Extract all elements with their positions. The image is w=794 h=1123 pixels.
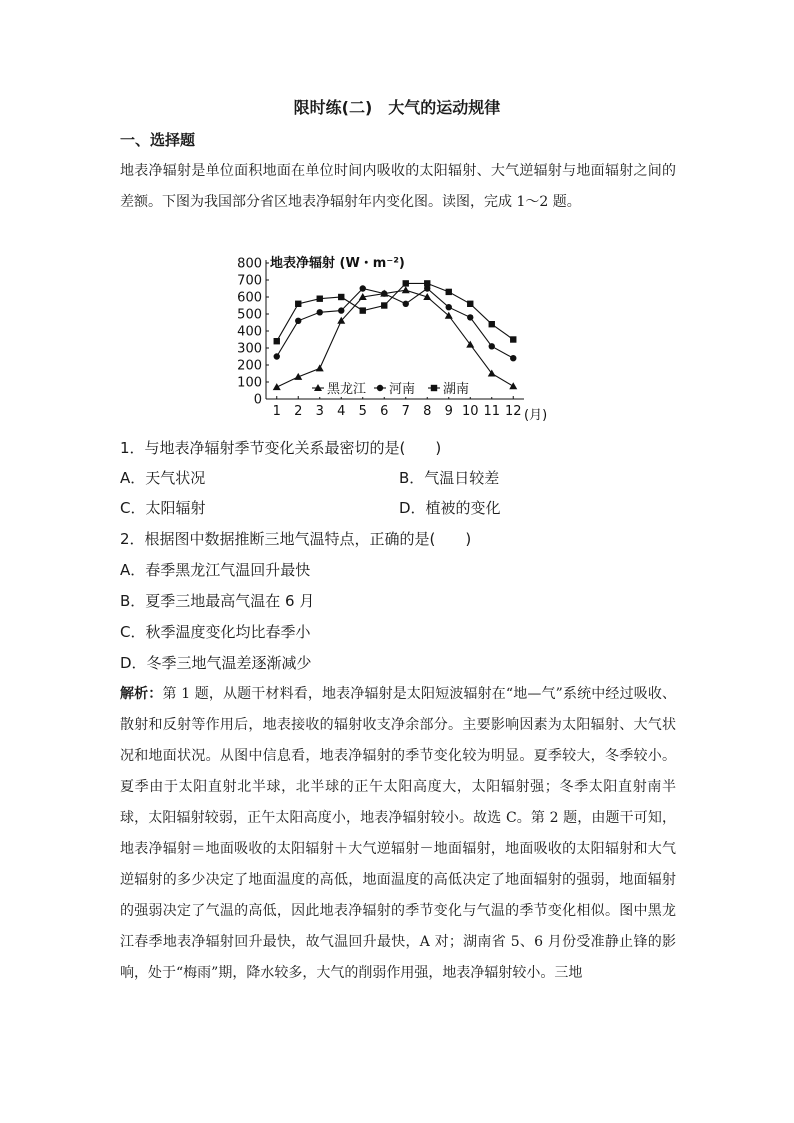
- q2-option-d: D．冬季三地气温差逐渐减少: [120, 654, 312, 672]
- y-tick-label: 300: [237, 341, 262, 357]
- y-tick-label: 700: [237, 273, 262, 289]
- data-point-henan: [446, 304, 452, 310]
- chart-title: 地表净辐射 (W・m⁻²): [270, 256, 405, 271]
- question-2-stem: 2．根据图中数据推断三地气温特点，正确的是( ): [120, 530, 472, 548]
- x-tick-label: 12: [504, 404, 522, 419]
- data-point-hunan: [317, 296, 323, 302]
- explanation-text: 第 1 题，从题干材料看，地表净辐射是太阳短波辐射在“地—气”系统中经过吸收、散射和反射等作用后，地表接收的辐射收支净余部分。主要影响因素为太阳辐射、大气状况和地面状况。从图中信息看，地表净辐射的季节变化较为明显。夏季较大，冬季较小。夏季由于太阳直射北半球，北半球的正午太阳高度大，太阳辐射强；冬季太阳直射南半球，太阳辐射较弱，正午太阳高度小，地表净辐射较小。故选 C。第 2 题，由题干可知，地表净辐射＝地面吸收的太阳辐射＋大气逆辐射－地面辐射，地面吸收的太阳辐射和大气逆辐射的多少决定了地面温度的高低，地面温度的高低决定了地面辐射的强弱，地面辐射的强弱决定了气温的高低，因此地表净辐射的季节变化与气温的季节变化相似。图中黑龙江春季地表净辐射回升最快，故气温回升最快，A 对；湖南省 5、6 月份受准静止锋的影响，处于“梅雨”期，降水较多，大气的削弱作用强，地表净辐射较小。三地: [120, 686, 677, 981]
- x-tick-label: 1: [272, 404, 281, 419]
- legend-label-heilongjiang: 黑龙江: [327, 382, 367, 397]
- data-point-hunan: [446, 289, 452, 295]
- data-point-heilongjiang: [509, 382, 517, 389]
- question-1-stem: 1．与地表净辐射季节变化关系最密切的是( ): [120, 439, 442, 457]
- data-point-hunan: [381, 302, 387, 308]
- y-tick-label: 500: [237, 307, 262, 323]
- question-stem: 地表净辐射是单位面积地面在单位时间内吸收的太阳辐射、大气逆辐射与地面辐射之间的差额。下图为我国部分省区地表净辐射年内变化图。读图，完成 1～2 题。: [120, 163, 676, 210]
- x-tick-label: 6: [380, 404, 389, 419]
- data-point-hunan: [424, 280, 430, 286]
- data-point-henan: [274, 353, 280, 359]
- y-tick-label: 200: [237, 358, 262, 374]
- data-point-hunan: [403, 280, 409, 286]
- net-radiation-chart: [228, 248, 568, 426]
- page-title: 限时练(二) 大气的运动规律: [293, 98, 501, 117]
- section-heading: 一、选择题: [120, 131, 196, 149]
- legend-marker-hunan: [431, 385, 437, 391]
- q1-option-c: C．太阳辐射: [120, 499, 206, 517]
- q1-option-b: B．气温日较差: [399, 469, 500, 487]
- x-tick-label: 10: [461, 404, 479, 419]
- data-point-heilongjiang: [294, 373, 302, 380]
- data-point-hunan: [274, 338, 280, 344]
- legend-label-hunan: 湖南: [443, 382, 470, 397]
- x-axis-label: (月): [524, 408, 548, 423]
- y-tick-label: 800: [237, 256, 262, 272]
- data-point-henan: [317, 309, 323, 315]
- explanation: [120, 679, 676, 989]
- y-tick-label: 600: [237, 290, 262, 306]
- x-tick-label: 5: [358, 404, 367, 419]
- data-point-henan: [467, 314, 473, 320]
- series-heilongjiang: [273, 286, 518, 390]
- y-tick-label: 400: [237, 324, 262, 340]
- x-tick-label: 8: [423, 404, 432, 419]
- y-tick-label: 100: [237, 375, 262, 391]
- data-point-hunan: [489, 321, 495, 327]
- data-point-henan: [510, 355, 516, 361]
- data-point-henan: [360, 285, 366, 291]
- x-tick-label: 3: [315, 404, 324, 419]
- data-point-henan: [381, 290, 387, 296]
- legend-label-henan: 河南: [389, 382, 416, 397]
- x-tick-label: 4: [337, 404, 346, 419]
- x-tick-label: 9: [444, 404, 453, 419]
- data-point-hunan: [467, 301, 473, 307]
- data-point-heilongjiang: [316, 364, 324, 371]
- q1-option-d: D．植被的变化: [399, 499, 501, 517]
- explanation-label: 解析：: [120, 686, 163, 702]
- legend-marker-henan: [377, 385, 383, 391]
- y-tick-label: 0: [253, 392, 262, 408]
- series-henan: [274, 285, 517, 361]
- data-point-henan: [403, 301, 409, 307]
- data-point-henan: [489, 343, 495, 349]
- data-point-hunan: [295, 301, 301, 307]
- data-point-henan: [295, 318, 301, 324]
- series-line-henan: [277, 289, 514, 359]
- series-hunan: [274, 280, 517, 344]
- x-tick-label: 2: [294, 404, 303, 419]
- data-point-hunan: [338, 294, 344, 300]
- x-tick-label: 7: [401, 404, 410, 419]
- q2-option-a: A．春季黑龙江气温回升最快: [120, 561, 311, 579]
- q1-option-a: A．天气状况: [120, 469, 206, 487]
- q2-option-b: B．夏季三地最高气温在 6 月: [120, 592, 315, 610]
- data-point-hunan: [360, 307, 366, 313]
- data-point-hunan: [510, 336, 516, 342]
- data-point-heilongjiang: [402, 286, 410, 293]
- x-tick-label: 11: [483, 404, 501, 419]
- q2-option-c: C．秋季温度变化均比春季小: [120, 623, 311, 641]
- series-line-heilongjiang: [277, 290, 514, 387]
- data-point-henan: [338, 307, 344, 313]
- data-point-heilongjiang: [273, 383, 281, 390]
